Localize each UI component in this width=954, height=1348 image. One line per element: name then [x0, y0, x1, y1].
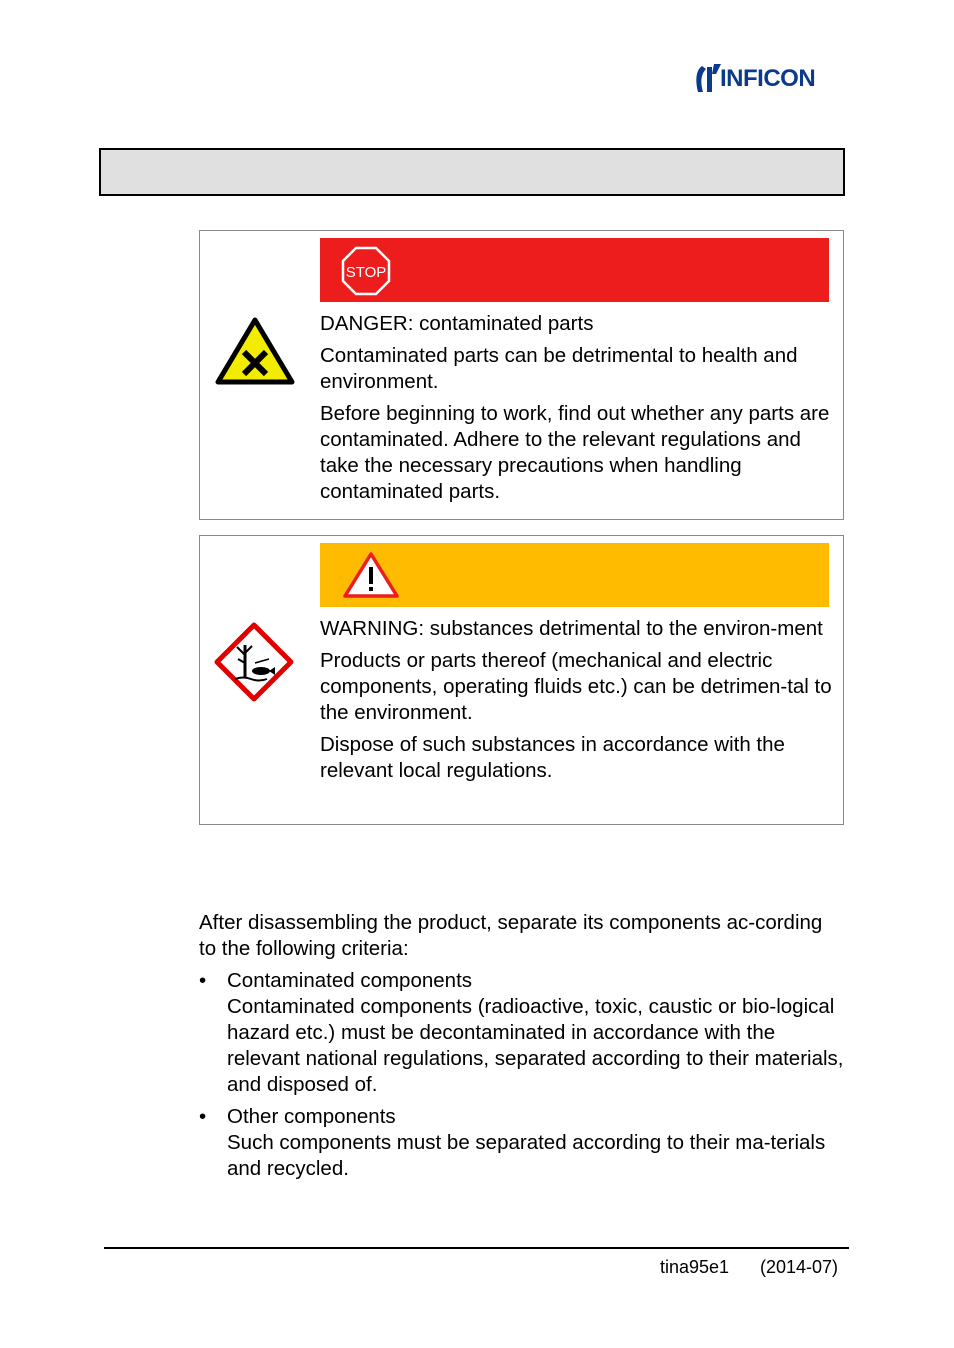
bullet-icon: •	[199, 969, 207, 992]
harmful-substance-icon	[215, 317, 295, 385]
warning-notice	[199, 535, 844, 825]
list-item	[199, 968, 844, 994]
inficon-logo	[694, 62, 846, 96]
footer-doc-number: tina95e1	[660, 1257, 730, 1277]
danger-notice	[199, 230, 844, 520]
bullet-icon: •	[199, 1105, 207, 1128]
warning-paragraph: Products or parts thereof (mechanical and electric components, operating fluids etc.) can be detrimen-tal to the environment.	[320, 649, 832, 724]
danger-paragraph: Contaminated parts can be detrimental to health and environment.	[320, 344, 798, 393]
stop-sign-icon	[341, 246, 391, 296]
environmental-hazard-icon	[213, 621, 295, 703]
warning-paragraph: Dispose of such substances in accordance with the relevant local regulations.	[320, 733, 785, 782]
footer-date: (2014-07)	[760, 1257, 839, 1277]
list-item-label: Other components	[227, 1105, 396, 1128]
danger-text	[320, 311, 836, 511]
danger-paragraph: Before beginning to work, find out whether any parts are contaminated. Adhere to the relevant regulations and take the necessary precautions when handling contaminated parts.	[320, 402, 830, 503]
danger-banner	[320, 238, 829, 302]
list-item-description: Contaminated components (radioactive, toxic, caustic or bio-logical hazard etc.) must be decontaminated in accordance with the relevant national regulations, separated according to their materials, and disposed of.	[227, 995, 844, 1096]
disposal-instructions	[199, 910, 844, 1182]
list-item-description: Such components must be separated according to their ma-terials and recycled.	[227, 1131, 826, 1180]
danger-title: DANGER: contaminated parts	[320, 312, 594, 335]
warning-triangle-icon	[342, 550, 400, 600]
list-item	[199, 1104, 844, 1130]
warning-banner	[320, 543, 829, 607]
intro-paragraph: After disassembling the product, separate its components ac-cording to the following criteria:	[199, 911, 823, 960]
warning-title: WARNING: substances detrimental to the environ-ment	[320, 617, 823, 640]
logo-wordmark: INFICON	[720, 65, 816, 92]
chapter-heading-bar	[99, 148, 845, 196]
list-item-label: Contaminated components	[227, 969, 473, 992]
footer-divider	[104, 1247, 849, 1249]
warning-text	[320, 616, 836, 790]
stop-sign-text: STOP	[345, 264, 387, 281]
